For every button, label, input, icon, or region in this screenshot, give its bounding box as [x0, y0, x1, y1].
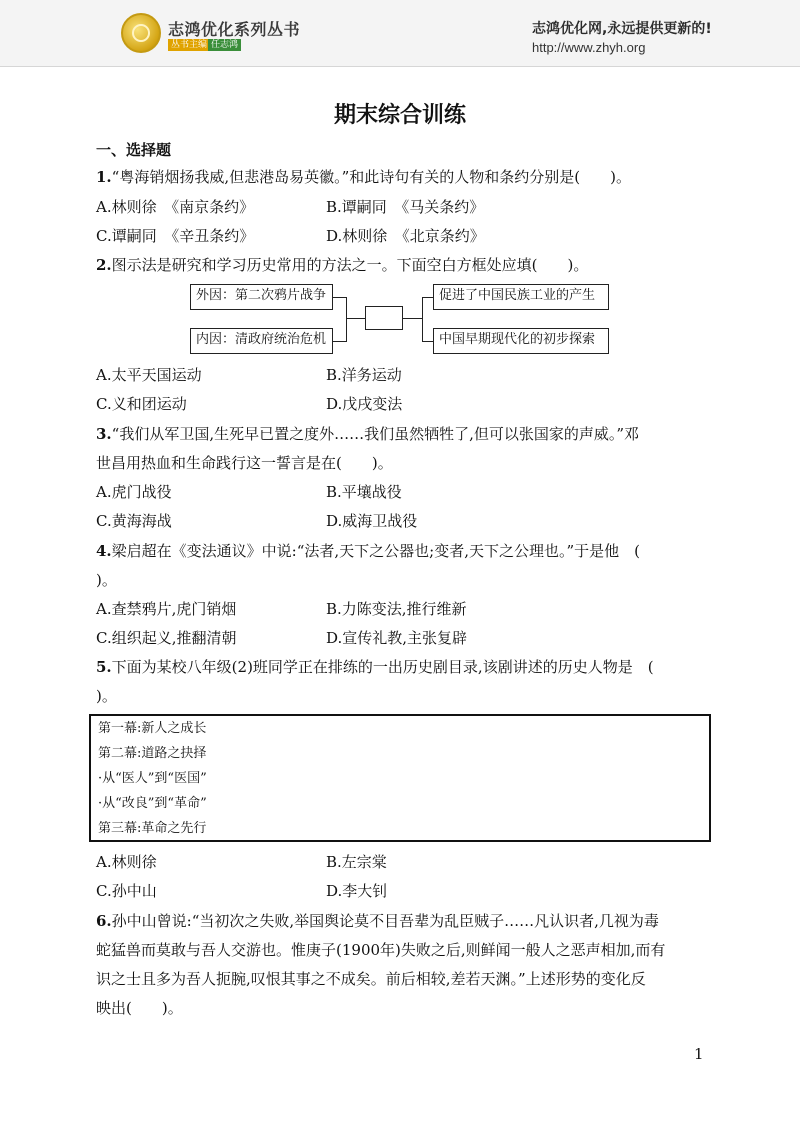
question-text: “我们从军卫国,生死早已置之度外……我们虽然牺牲了,但可以张国家的声威。”邓 [111, 425, 640, 443]
series-title: 志鸿优化系列丛书 [168, 20, 301, 39]
question-text: 下面为某校八年级(2)班同学正在排练的一出历史剧目录,该剧讲述的历史人物是 ( [111, 658, 654, 676]
question-text-cont: )。 [96, 687, 117, 705]
diagram-internal-cause: 内因：清政府统治危机 [190, 328, 333, 354]
question-text: “粤海销烟扬我威,但悲港岛易英徽。”和此诗句有关的人物和条约分别是( )。 [111, 168, 631, 186]
question-text-cont: 世昌用热血和生命践行这一誓言是在( )。 [96, 454, 393, 472]
option-a: A.太平天国运动 [96, 366, 202, 384]
option-c: C.义和团运动 [96, 395, 187, 413]
connector-line [346, 297, 347, 342]
question-number: 4. [96, 542, 112, 560]
diagram-result-2: 中国早期现代化的初步探索 [433, 328, 609, 354]
editor-name: 任志鸿 [208, 39, 241, 51]
play-act-3: 第三幕:革命之先行 [98, 821, 207, 836]
option-d: D.宣传礼教,主张复辟 [326, 629, 468, 647]
diagram-result-1: 促进了中国民族工业的产生 [433, 284, 609, 310]
option-a: A.查禁鸦片,虎门销烟 [96, 600, 237, 618]
question-number: 6. [96, 912, 112, 930]
play-act-1: 第一幕:新人之成长 [98, 721, 207, 736]
play-program-box [89, 714, 711, 842]
page-header [0, 0, 800, 67]
option-a: A.林则徐 [96, 853, 157, 871]
option-d: D.林则徐 《北京条约》 [326, 227, 485, 245]
question-text: 孙中山曾说:“当初次之失败,举国舆论莫不目吾辈为乱臣贼子……凡认识者,几视为毒 [111, 912, 659, 930]
question-number: 5. [96, 658, 112, 676]
header-slogan: 志鸿优化网,永远提供更新的! [532, 21, 712, 37]
option-c: C.黄海海战 [96, 512, 172, 530]
question-2 [96, 255, 588, 275]
diagram-blank-box [365, 306, 403, 330]
option-b: B.左宗棠 [326, 853, 387, 871]
question-number: 3. [96, 425, 112, 443]
option-b: B.力陈变法,推行维新 [326, 600, 467, 618]
question-1 [96, 167, 631, 187]
question-4 [96, 541, 640, 561]
option-b: B.洋务运动 [326, 366, 402, 384]
option-c: C.组织起义,推翻清朝 [96, 629, 237, 647]
connector-line [403, 318, 422, 319]
question-text-cont: 映出( )。 [96, 999, 183, 1017]
question-5 [96, 657, 654, 677]
connector-line [422, 297, 433, 298]
question-number: 1. [96, 168, 112, 186]
option-b: B.谭嗣同 《马关条约》 [326, 198, 485, 216]
question-text-cont: 识之士且多为吾人扼腕,叹恨其事之不成矣。前后相较,差若天渊。”上述形势的变化反 [96, 970, 646, 988]
section-heading: 一、选择题 [96, 141, 172, 159]
diagram-external-cause: 外因：第二次鸦片战争 [190, 284, 333, 310]
question-text: 梁启超在《变法通议》中说:“法者,天下之公器也;变者,天下之公理也。”于是他 ( [111, 542, 641, 560]
page-title: 期末综合训练 [333, 103, 466, 128]
connector-line [333, 341, 346, 342]
connector-line [346, 318, 365, 319]
option-c: C.孙中山 [96, 882, 157, 900]
play-scene-1: ·从“医人”到“医国” [98, 771, 207, 786]
connector-line [422, 341, 433, 342]
option-a: A.林则徐 《南京条约》 [96, 198, 255, 216]
header-url[interactable]: http://www.zhyh.org [532, 40, 646, 55]
option-c: C.谭嗣同 《辛丑条约》 [96, 227, 255, 245]
option-d: D.李大钊 [326, 882, 388, 900]
page-number: 1 [694, 1045, 704, 1063]
question-number: 2. [96, 256, 112, 274]
question-text-cont: )。 [96, 571, 117, 589]
question-3 [96, 424, 639, 444]
play-scene-2: ·从“改良”到“革命” [98, 796, 207, 811]
option-b: B.平壤战役 [326, 483, 402, 501]
series-logo-icon [121, 13, 161, 53]
question-6 [96, 911, 659, 931]
editor-label: 丛书主编 [168, 39, 210, 51]
option-d: D.戊戌变法 [326, 395, 403, 413]
connector-line [333, 297, 346, 298]
play-act-2: 第二幕:道路之抉择 [98, 746, 207, 761]
option-d: D.威海卫战役 [326, 512, 418, 530]
connector-line [422, 297, 423, 342]
option-a: A.虎门战役 [96, 483, 172, 501]
question-text: 图示法是研究和学习历史常用的方法之一。下面空白方框处应填( )。 [111, 256, 589, 274]
question-text-cont: 蛇猛兽而莫敢与吾人交游也。惟庚子(1900年)失败之后,则鲜闻一般人之恶声相加,而有 [96, 941, 666, 959]
